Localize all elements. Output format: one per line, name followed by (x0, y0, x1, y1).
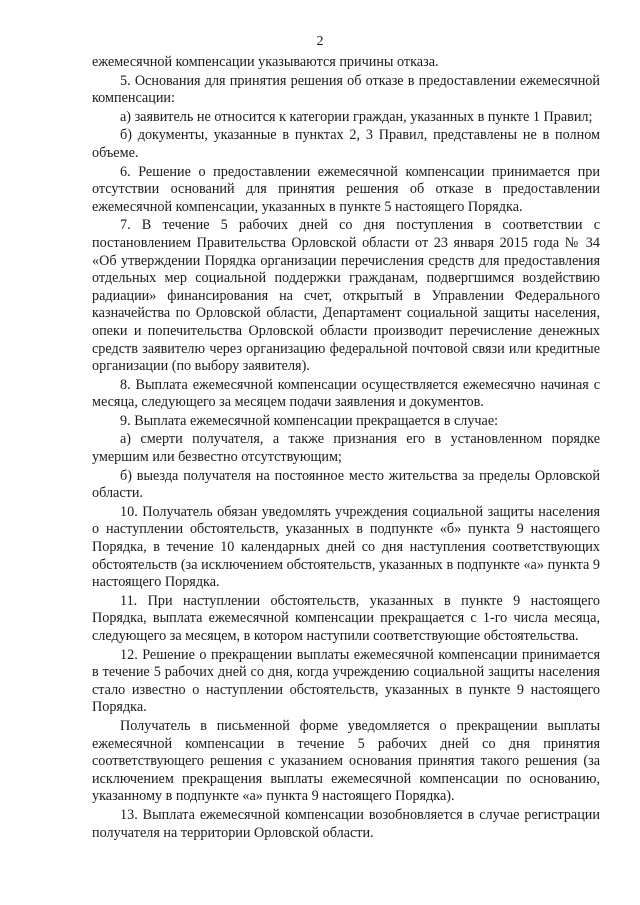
paragraph-9-b: б) выезда получателя на постоянное место жительства за пределы Орловской области. (92, 467, 600, 502)
paragraph-12-notice: Получатель в письменной форме уведомляется о прекращении выплаты ежемесячной компенсации в течение 5 рабочих дней со дня принятия соответствующего решения с указанием основания принятия такого решения (за исключением прекращения выплаты ежемесячной компенсации по основанию, указанному в подпункте «а» пункта 9 настоящего Порядка). (92, 717, 600, 805)
paragraph-5-b: б) документы, указанные в пунктах 2, 3 Правил, представлены не в полном объеме. (92, 127, 600, 161)
paragraph-5: 5. Основания для принятия решения об отказе в предоставлении ежемесячной компенсации: (92, 72, 600, 107)
paragraph-11: 11. При наступлении обстоятельств, указанных в пункте 9 настоящего Порядка, выплата ежемесячной компенсации прекращается с 1-го числа месяца, следующего за месяцем, в котором наступили соответствующие обстоятельства. (92, 592, 600, 644)
page-number: 2 (316, 34, 324, 49)
paragraph-7: 7. В течение 5 рабочих дней со дня поступления в соответствии с постановлением Правительства Орловской области от 23 января 2015 года № 34 «Об утверждении Порядка организации перечисления средств для предоставления отдельных мер социальной поддержки гражданам, подвергшимся воздействию радиации» финансирования на счет, открытый в Управлении Федерального казначейства по Орловской области, Департамент социальной защиты населения, опеки и попечительства Орловской области производит перечисление денежных средств заявителю через организацию федеральной почтовой связи или кредитные организации (по выбору заявителя). (92, 217, 600, 375)
paragraph-6: 6. Решение о предоставлении ежемесячной компенсации принимается при отсутствии оснований для принятия решения об отказе в предоставлении ежемесячной компенсации, указанных в пункте 5 настоящего Порядка. (92, 163, 600, 215)
paragraph-12: 12. Решение о прекращении выплаты ежемесячной компенсации принимается в течение 5 рабочих дней со дня, когда учреждению социальной защиты населения стало известно о наступлении обстоятельств, указанных в пункте 9 настоящего Порядка. (92, 646, 600, 716)
paragraph-5-a: а) заявитель не относится к категории граждан, указанных в пункте 1 Правил; (120, 108, 593, 125)
paragraph-9: 9. Выплата ежемесячной компенсации прекращается в случае: (120, 412, 499, 429)
document-body (92, 54, 600, 842)
paragraph-continuation: ежемесячной компенсации указываются причины отказа. (92, 54, 439, 70)
paragraph-13: 13. Выплата ежемесячной компенсации возобновляется в случае регистрации получателя на территории Орловской области. (92, 806, 600, 841)
paragraph-9-a: а) смерти получателя, а также признания его в установленном порядке умершим или безвестно отсутствующим; (92, 431, 600, 466)
paragraph-8: 8. Выплата ежемесячной компенсации осуществляется ежемесячно начиная с месяца, следующего за месяцем подачи заявления и документов. (92, 376, 600, 411)
paragraph-10: 10. Получатель обязан уведомлять учреждения социальной защиты населения о наступлении обстоятельств, указанных в подпункте «б» пункта 9 настоящего Порядка, в течение 10 календарных дней со дня наступления соответствующих обстоятельств (за исключением обстоятельств, указанных в подпункте «а» пункта 9 настоящего Порядка. (92, 503, 600, 591)
